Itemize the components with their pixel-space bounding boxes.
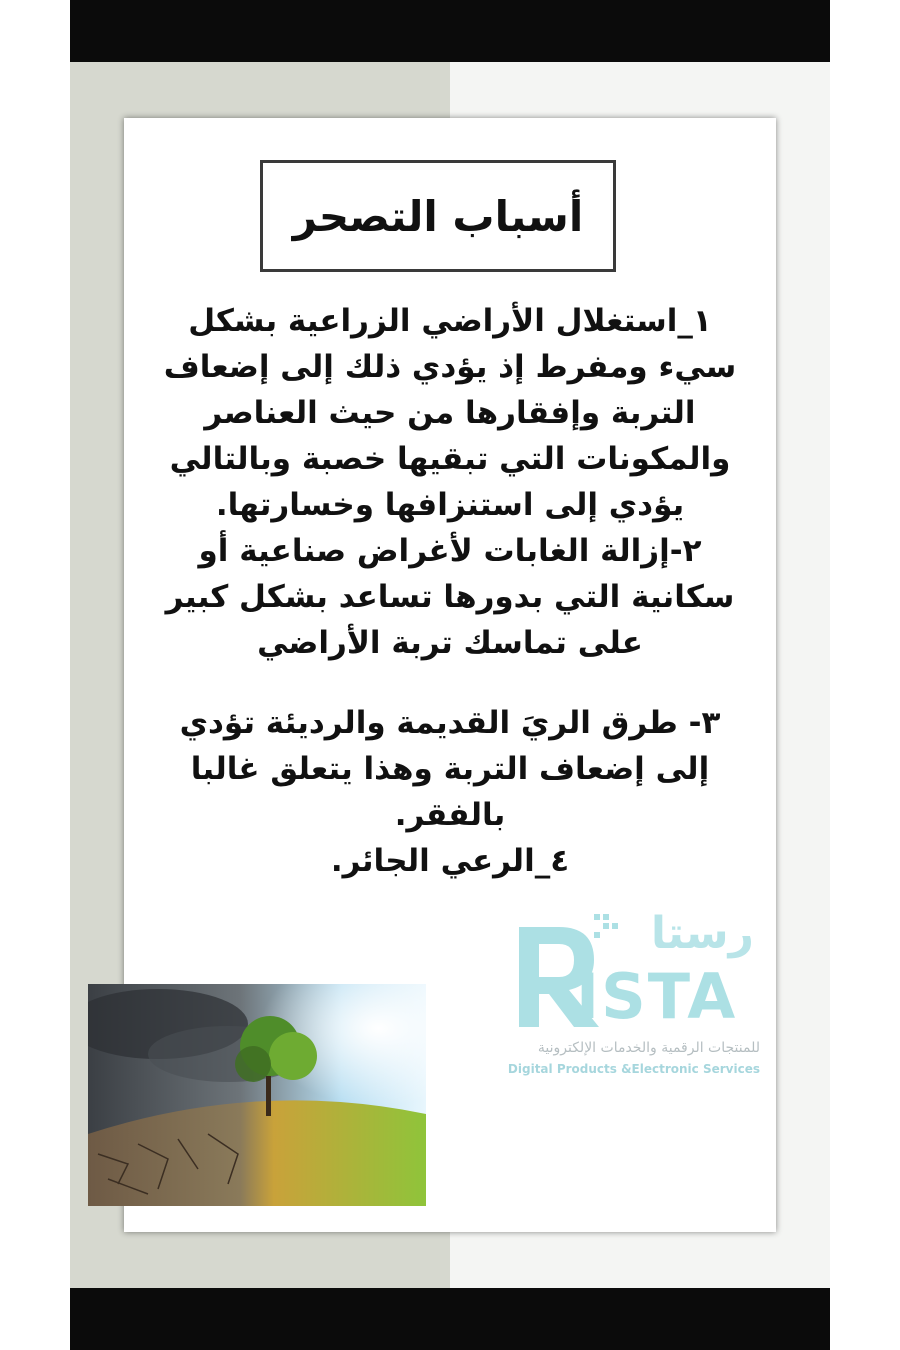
watermark-tagline-ar: للمنتجات الرقمية والخدمات الإلكترونية bbox=[537, 1040, 760, 1056]
cause-4: ٤_الرعي الجائر. bbox=[330, 843, 570, 879]
cause-2: ٢-إزالة الغابات لأغراض صناعية أو سكانية التي بدورها تساعد بشكل كبير على تماسك تربة الأراضي bbox=[165, 533, 735, 661]
watermark-arabic-name: رستا bbox=[650, 908, 754, 959]
watermark-latin-name: ISTA bbox=[576, 960, 738, 1033]
card-title: أسباب التصحر bbox=[292, 191, 584, 241]
causes-list bbox=[154, 298, 746, 884]
title-box bbox=[260, 160, 616, 272]
top-black-bar bbox=[70, 0, 830, 62]
cause-3: ٣- طرق الريَ القديمة والرديئة تؤدي إلى إضعاف التربة وهذا يتعلق غالبا بالفقر. bbox=[179, 705, 721, 833]
right-margin bbox=[830, 0, 900, 1350]
bottom-black-bar bbox=[70, 1288, 830, 1350]
desertification-photo bbox=[88, 984, 426, 1206]
cause-1: ١_استغلال الأراضي الزراعية بشكل سيء ومفرط إذ يؤدي ذلك إلى إضعاف التربة وإفقارها من حيث العناصر والمكونات التي تبقيها خصبة وبالتالي يؤدي إلى استنزافها وخسارتها. bbox=[163, 303, 737, 523]
info-card bbox=[124, 118, 776, 1232]
rista-watermark bbox=[507, 908, 774, 1108]
left-margin bbox=[0, 0, 70, 1350]
tree-landscape-illustration bbox=[88, 984, 426, 1206]
pixel-dots-icon bbox=[594, 914, 618, 938]
watermark-tagline-en: Digital Products &Electronic Services bbox=[507, 1062, 760, 1076]
